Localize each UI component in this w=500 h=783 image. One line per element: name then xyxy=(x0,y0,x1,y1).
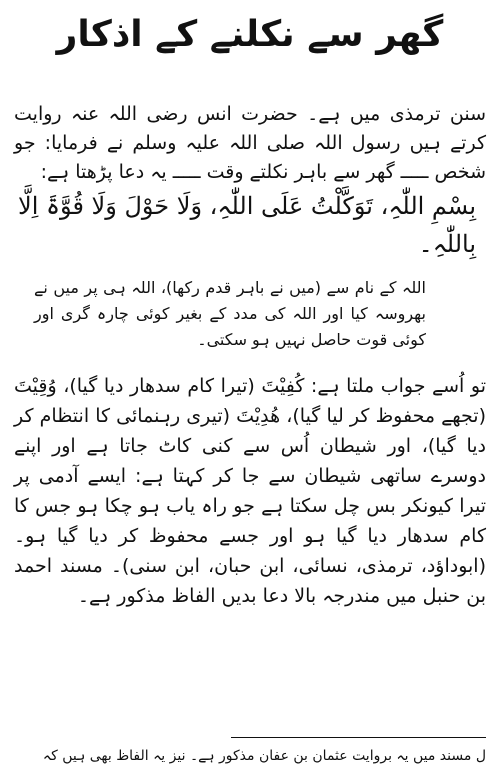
footnote-divider xyxy=(231,737,486,738)
intro-paragraph: سنن ترمذی میں ہے۔ حضرت انس رضی اللہ عنہ روایت کرتے ہیں رسول اللہ صلی اللہ علیہ وسلم نے فرمایا: جو شخص ـــــ گھر سے باہر نکلتے وقت ـــــ یہ دعا پڑھتا ہے: xyxy=(14,103,486,183)
page-title: گھر سے نکلنے کے اذکار xyxy=(56,14,444,55)
dua-text: بِسْمِ اللّٰہِ، تَوَکَّلْتُ عَلَی اللّٰہِ، وَلَا حَوْلَ وَلَا قُوَّۃَ اِلَّا بِاللّٰہِ۔ xyxy=(18,192,476,258)
dua-translation: اللہ کے نام سے (میں نے باہر قدم رکھا)، اللہ ہی پر میں نے بھروسہ کیا اور اللہ کی مدد کے بغیر کوئی چارہ گری اور کوئی قوت حاصل نہیں ہو سکتی۔ xyxy=(34,278,426,349)
explanation-paragraph: تو اُسے جواب ملتا ہے: کُفِیْتَ (تیرا کام سدھار دیا گیا)، وُقِیْتَ (تجھے محفوظ کر لیا گیا)، ھُدِیْتَ (تیری رہنمائی کا انتظام کر دیا گیا)، اور شیطان اُس سے کنی کاٹ جاتا ہے اور اپنے دوسرے ساتھی شیطان سے جا کر کہتا ہے: ایسے آدمی پر تیرا کیونکر بس چل سکتا ہے جو راہ یاب ہو چکا ہو جس کا کام سدھار دیا گیا ہو اور جسے محفوظ کر دیا گیا ہو۔ (ابوداؤد، ترمذی، نسائی، ابن حبان، ابن سنی)۔ مسند احمد بن حنبل میں مندرجہ بالا دعا بدیں الفاظ مذکور ہے۔ xyxy=(14,375,486,607)
footnote: ل مسند میں یہ بروایت عثمان بن عفان مذکور ہے۔ نیز یہ الفاظ بھی ہیں کہ xyxy=(42,748,486,764)
